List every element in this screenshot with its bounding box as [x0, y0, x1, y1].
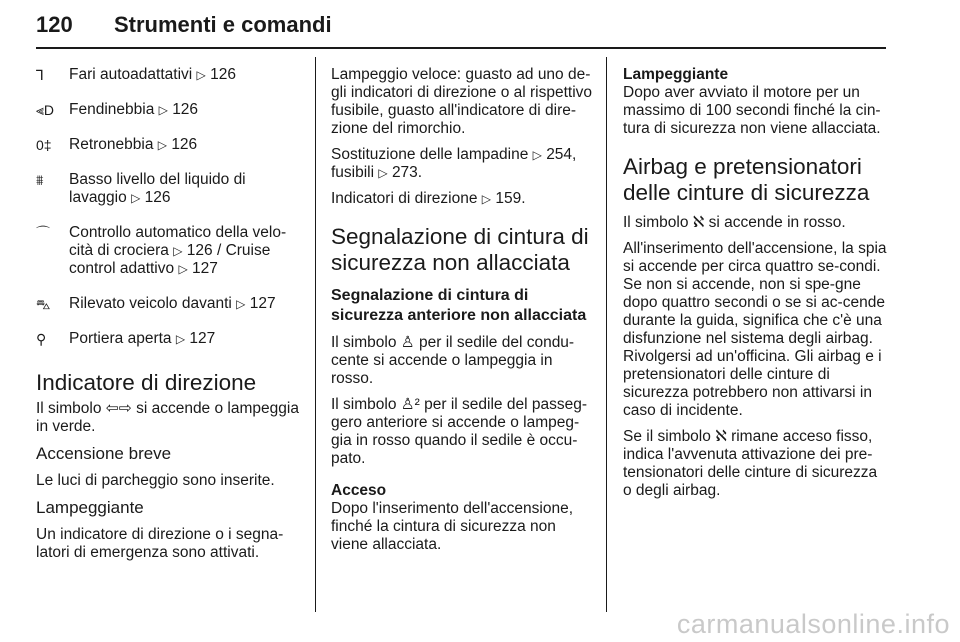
watermark: carmanualsonline.info	[676, 609, 950, 639]
column-divider-1	[315, 57, 316, 612]
paragraph: Le luci di parcheggio sono inserite.	[36, 472, 275, 489]
header-rule	[36, 47, 886, 49]
page-header	[36, 12, 886, 52]
page-reference[interactable]: 254,	[546, 146, 577, 163]
page-reference[interactable]: 126	[210, 66, 236, 83]
arrow-icon: ▷	[378, 166, 388, 180]
paragraph: All'inserimento dell'accensione, la spia si accende per circa quattro se-condi. Se non si accende, non si spe-gne dopo quattro secondi o se si ac-cende durante la guida, significa che c'è una disfunzione nel sistema degli airbag. Rivolgersi ad un'officina. Gli airbag e i pretensionatori delle cinture di sicurezza potrebbero non attivarsi in caso di incidente.	[623, 240, 887, 419]
paragraph: Il simbolo ℵ si accende in rosso.	[623, 214, 846, 231]
page-reference[interactable]: 126	[144, 189, 171, 206]
section-heading: Segnalazione di cintura di sicurezza non allacciata	[331, 224, 589, 275]
subheading: Acceso	[331, 482, 387, 499]
list-item-label: Fendinebbia	[69, 101, 155, 118]
list-item	[36, 224, 301, 278]
paragraph: Un indicatore di direzione o i segna-latori di emergenza sono attivati.	[36, 526, 284, 561]
list-item-label: cità di crociera	[69, 242, 169, 259]
arrow-icon: ▷	[131, 191, 141, 205]
subheading: Accensione breve	[36, 444, 172, 463]
list-item	[36, 66, 301, 84]
arrow-icon: ▷	[173, 244, 183, 258]
auto-headlight-icon: Ꞁ	[36, 67, 44, 83]
list-item-label: Fari autoadattativi	[69, 66, 193, 83]
cruise-control-icon: ⌒	[36, 225, 50, 241]
list-item-label: Portiera aperta	[69, 330, 172, 347]
airbag-icon: ℵ	[715, 428, 727, 445]
paragraph: Il simbolo ⇦⇨ si accende o lampeggia in verde.	[36, 400, 299, 435]
subheading: Segnalazione di cintura di sicurezza anteriore non allacciata	[331, 287, 587, 324]
page-reference[interactable]: 126	[171, 136, 198, 153]
page-reference[interactable]: 127	[189, 330, 216, 347]
airbag-icon: ℵ	[692, 214, 705, 231]
arrow-icon: ▷	[236, 297, 246, 311]
arrow-icon: ▷	[157, 138, 167, 152]
list-item	[36, 295, 301, 313]
paragraph: Indicatori di direzione ▷ 159.	[331, 190, 526, 207]
paragraph: Dopo l'inserimento dell'accensione, finché la cintura di sicurezza non viene allacciata.	[331, 500, 573, 553]
list-item	[36, 136, 301, 154]
paragraph: Sostituzione delle lampadine ▷ 254, fusibili ▷ 273.	[331, 146, 577, 181]
page-reference[interactable]: 126 / Cruise	[186, 242, 271, 259]
turn-signal-icon: ⇦⇨	[105, 400, 132, 417]
subheading: Lampeggiante	[623, 66, 729, 83]
door-open-icon: ⚲	[36, 331, 47, 347]
rear-fog-light-icon: 0‡	[36, 137, 52, 153]
subheading: Lampeggiante	[36, 498, 144, 517]
arrow-icon: ▷	[481, 192, 492, 206]
vehicle-ahead-icon: ⛍	[36, 296, 51, 312]
page-number: 120	[36, 12, 73, 37]
arrow-icon: ▷	[532, 148, 542, 162]
page-reference[interactable]: 127	[249, 295, 276, 312]
page-reference[interactable]: 127	[191, 260, 218, 277]
column-2	[331, 66, 593, 562]
washer-fluid-icon: ⩩	[36, 172, 44, 188]
seatbelt-passenger-icon: ♙²	[400, 396, 420, 413]
paragraph: Il simbolo ♙² per il sedile del passeg-gero anteriore si accende o lampeg-gia in rosso quando il sedile è occu-pato.	[331, 396, 587, 467]
front-fog-light-icon: ⫷D	[36, 102, 55, 118]
footer	[0, 602, 960, 642]
page-reference[interactable]: 273.	[391, 164, 423, 181]
paragraph: Dopo aver avviato il motore per un massimo di 100 secondi finché la cin-tura di sicurezza non viene allacciata.	[623, 84, 881, 137]
paragraph: Lampeggio veloce: guasto ad uno de-gli indicatori di direzione o al rispettivo fusibile, guasto all'indicatore di dire-zione del rimorchio.	[331, 66, 593, 137]
column-3	[623, 66, 887, 508]
page-reference[interactable]: 159.	[495, 190, 526, 207]
list-item-label: Rilevato veicolo davanti	[69, 295, 232, 312]
list-item-label: Controllo automatico della velo-	[69, 224, 287, 241]
arrow-icon: ▷	[158, 103, 168, 117]
page-title: Strumenti e comandi	[114, 12, 332, 37]
section-heading: Indicatore di direzione	[36, 370, 257, 395]
arrow-icon: ▷	[178, 262, 188, 276]
list-item	[36, 330, 301, 348]
column-1	[36, 66, 301, 570]
list-item-label: control adattivo	[69, 260, 175, 277]
column-divider-2	[606, 57, 607, 612]
page-reference[interactable]: 126	[172, 101, 199, 118]
list-item	[36, 171, 301, 207]
arrow-icon: ▷	[196, 68, 206, 82]
list-item	[36, 101, 301, 119]
seatbelt-driver-icon: ♙	[400, 334, 415, 351]
list-item-label: Basso livello del liquido di lavaggio	[69, 171, 246, 206]
paragraph: Se il simbolo ℵ rimane acceso fisso, indica l'avvenuta attivazione dei pre-tensionatori delle cinture di sicurezza o degli airbag.	[623, 428, 878, 499]
paragraph: Il simbolo ♙ per il sedile del condu-cente si accende o lampeggia in rosso.	[331, 334, 575, 387]
section-heading: Airbag e pretensionatori delle cinture di sicurezza	[623, 154, 870, 205]
arrow-icon: ▷	[175, 332, 186, 346]
list-item-label: Retronebbia	[69, 136, 154, 153]
